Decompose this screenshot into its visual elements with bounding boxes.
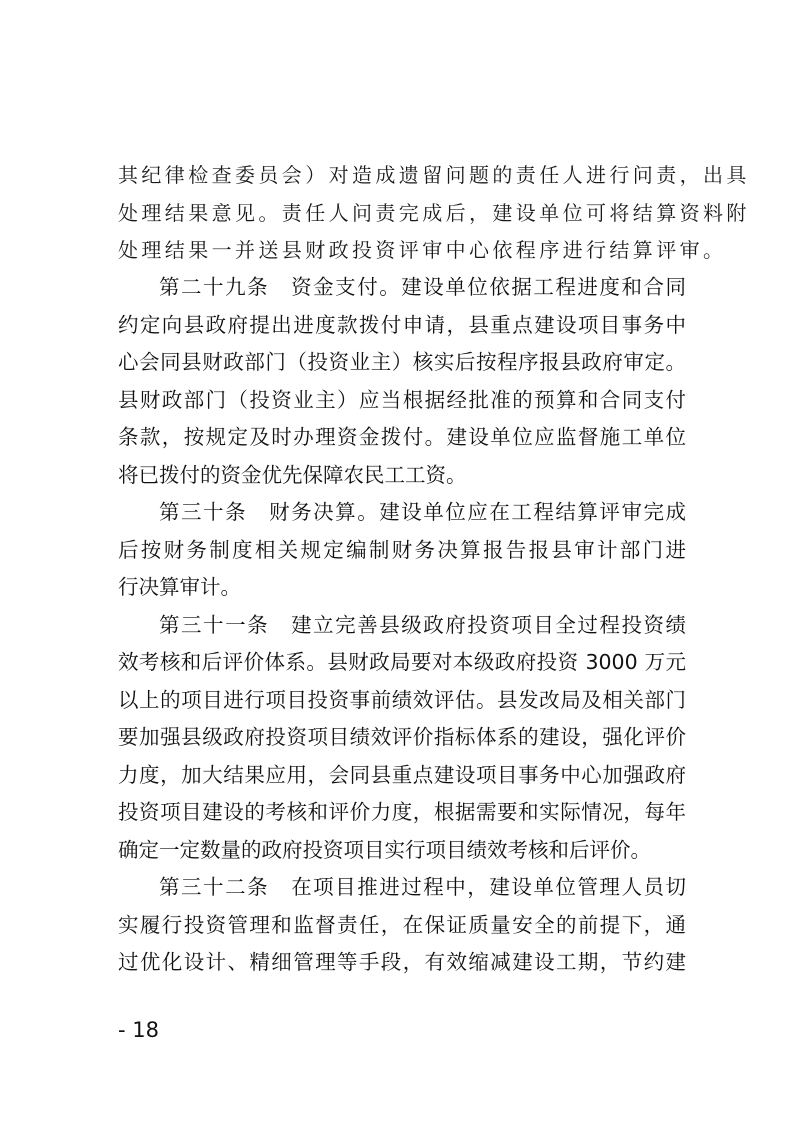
text-line: 后按财务制度相关规定编制财务决算报告报县审计部门进	[118, 537, 686, 562]
text-line: 力度，加大结果应用，会同县重点建设项目事务中心加强政府	[118, 762, 686, 787]
text-line: 县财政部门（投资业主）应当根据经批准的预算和合同支付	[118, 387, 686, 412]
article-heading-line: 第三十二条 在项目推进过程中，建设单位管理人员切	[159, 875, 686, 899]
page-number: - 18	[118, 1018, 159, 1042]
text-line: 其纪律检查委员会）对造成遗留问题的责任人进行问责，出具	[118, 163, 750, 187]
text-line: 过优化设计、精细管理等手段，有效缩减建设工期，节约建	[118, 950, 686, 974]
text-line: 处理结果一并送县财政投资评审中心依程序进行结算评审。	[118, 238, 727, 262]
continued-paragraph	[118, 157, 750, 270]
article-heading-line: 第三十条 财务决算。建设单位应在工程结算评审完成	[159, 500, 686, 524]
text-line: 确定一定数量的政府投资项目实行项目绩效考核和后评价。	[118, 837, 651, 862]
text-line: 行决算审计。	[118, 575, 241, 599]
text-line: 条款，按规定及时办理资金拨付。建设单位应监督施工单位	[118, 425, 686, 449]
text-line: 要加强县级政府投资项目绩效评价指标体系的建设，强化评价	[118, 725, 686, 749]
text-line: 效考核和后评价体系。县财政局要对本级政府投资 3000 万元	[118, 650, 686, 674]
text-line: 投资项目建设的考核和评价力度，根据需要和实际情况，每年	[118, 800, 686, 824]
text-line: 心会同县财政部门（投资业主）核实后按程序报县政府审定。	[118, 350, 686, 374]
text-line: 处理结果意见。责任人问责完成后，建设单位可将结算资料附	[118, 200, 750, 225]
text-line: 实履行投资管理和监督责任，在保证质量安全的前提下，通	[118, 912, 686, 937]
article-heading-line: 第三十一条 建立完善县级政府投资项目全过程投资绩	[159, 612, 686, 637]
articles-body	[118, 269, 686, 982]
text-line: 约定向县政府提出进度款拨付申请，县重点建设项目事务中	[118, 312, 686, 337]
article-29	[118, 269, 686, 494]
text-line: 以上的项目进行项目投资事前绩效评估。县发改局及相关部门	[118, 687, 686, 712]
article-31	[118, 607, 686, 870]
article-30	[118, 494, 686, 607]
article-heading-line: 第二十九条 资金支付。建设单位依据工程进度和合同	[159, 275, 686, 299]
article-32	[118, 869, 686, 982]
text-line: 将已拨付的资金优先保障农民工工资。	[118, 462, 467, 487]
